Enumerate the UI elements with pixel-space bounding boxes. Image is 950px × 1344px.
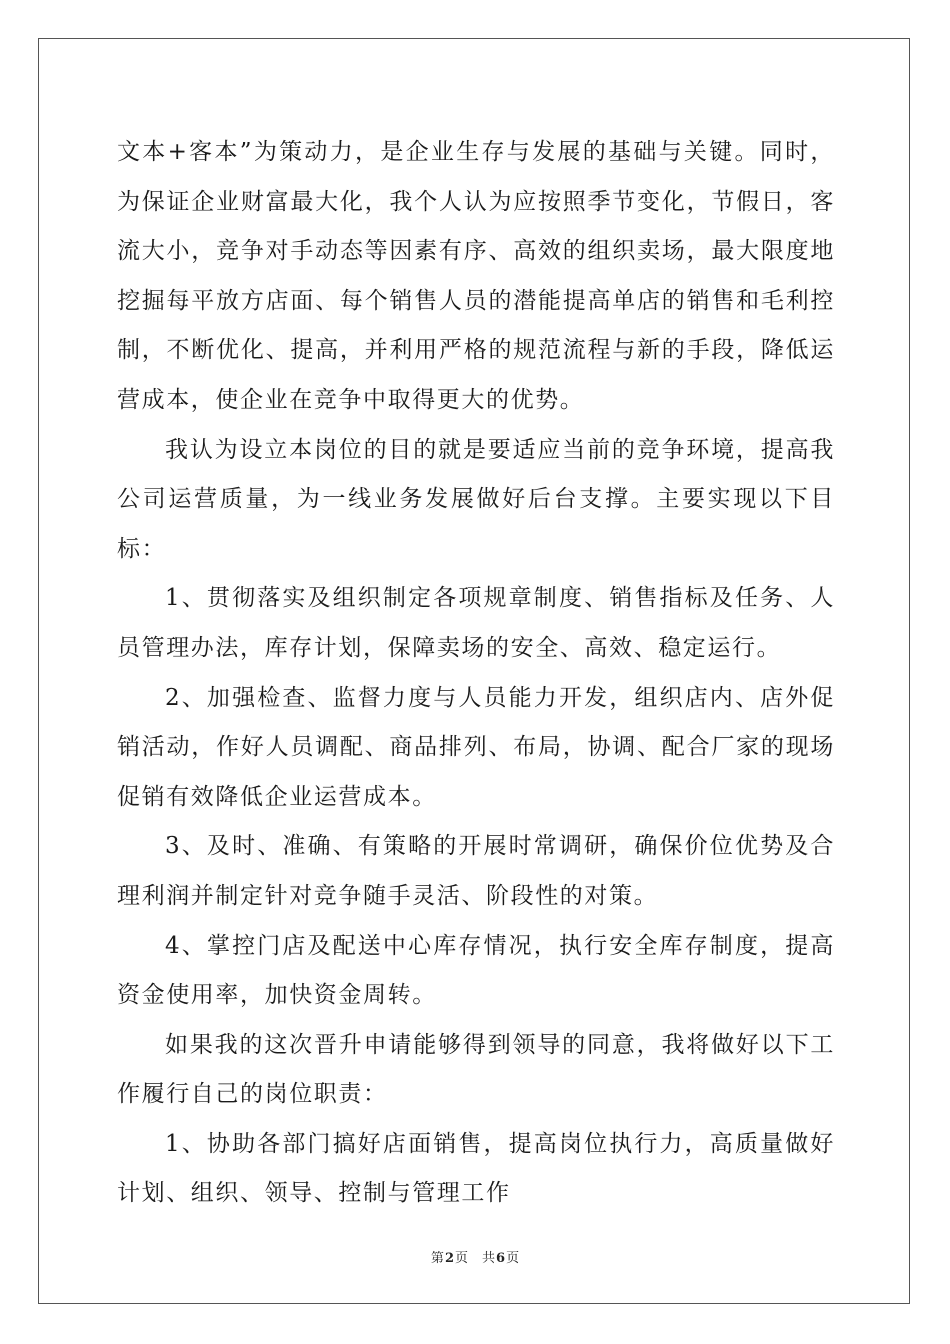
- document-body: [117, 128, 835, 1219]
- footer-total-unit: 页: [506, 1251, 520, 1266]
- paragraph-5: 3、及时、准确、有策略的开展时常调研，确保价位优势及合理利润并制定针对竞争随手灵活、阶段性的对策。: [117, 833, 835, 909]
- paragraph-4: 2、加强检查、监督力度与人员能力开发，组织店内、店外促销活动，作好人员调配、商品排列、布局，协调、配合厂家的现场促销有效降低企业运营成本。: [117, 684, 835, 810]
- paragraph-1: 文本+客本”为策动力，是企业生存与发展的基础与关键。同时，为保证企业财富最大化，我个人认为应按照季节变化，节假日，客流大小，竞争对手动态等因素有序、高效的组织卖场，最大限度地挖掘每平放方店面、每个销售人员的潜能提高单店的销售和毛利控制，不断优化、提高，并利用严格的规范流程与新的手段，降低运营成本，使企业在竞争中取得更大的优势。: [117, 139, 835, 413]
- page-footer: [0, 1247, 950, 1266]
- paragraph-3: 1、贯彻落实及组织制定各项规章制度、销售指标及任务、人员管理办法，库存计划，保障卖场的安全、高效、稳定运行。: [117, 585, 835, 661]
- footer-page-unit: 页: [454, 1251, 468, 1266]
- footer-page-prefix: 第: [430, 1251, 444, 1266]
- footer-page-number: 2: [444, 1251, 454, 1266]
- footer-total-pages: 6: [496, 1251, 506, 1266]
- paragraph-7: 如果我的这次晋升申请能够得到领导的同意，我将做好以下工作履行自己的岗位职责：: [117, 1031, 835, 1108]
- paragraph-2: 我认为设立本岗位的目的就是要适应当前的竞争环境，提高我公司运营质量，为一线业务发展做好后台支撑。主要实现以下目标：: [117, 436, 835, 562]
- footer-total-prefix: 共: [482, 1251, 496, 1266]
- paragraph-6: 4、掌控门店及配送中心库存情况，执行安全库存制度，提高资金使用率，加快资金周转。: [117, 932, 835, 1009]
- paragraph-8: 1、协助各部门搞好店面销售，提高岗位执行力，高质量做好计划、组织、领导、控制与管理工作: [117, 1130, 835, 1207]
